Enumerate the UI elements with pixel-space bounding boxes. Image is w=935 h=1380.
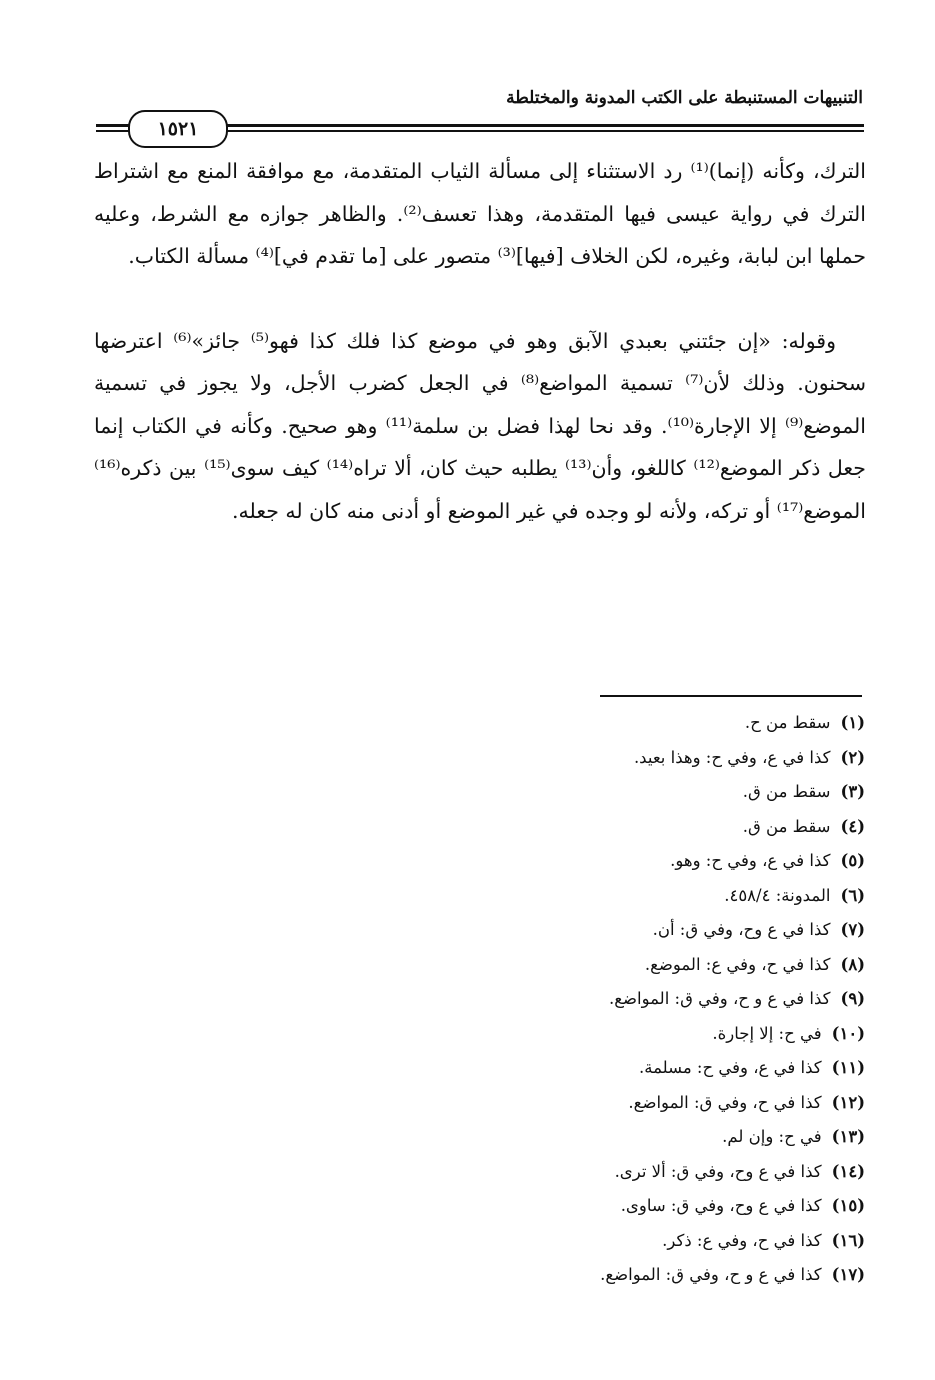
footnote-item bbox=[165, 1120, 865, 1155]
footnote-text: كذا في ع و ح، وفي ق: المواضع. bbox=[600, 1265, 822, 1284]
footnote-text: كذا في ع وح، وفي ق: أن. bbox=[652, 920, 831, 939]
footnote-text: في ح: إلا إجارة. bbox=[712, 1023, 822, 1043]
footnote-item bbox=[165, 1155, 865, 1190]
footnote-text: كذا في ع و ح، وفي ق: المواضع. bbox=[608, 989, 831, 1008]
footnote-text: كذا في ح، وفي ع: الموضع. bbox=[644, 954, 831, 974]
footnote-item bbox=[165, 1086, 865, 1121]
footnote-number: (٣) bbox=[840, 782, 865, 801]
footnote-text: كذا في ح، وفي ع: ذكر. bbox=[662, 1230, 822, 1250]
footnote-text: كذا في ع، وفي ح: وهذا بعيد. bbox=[633, 747, 831, 767]
footnote-text: في ح: وإن لم. bbox=[722, 1127, 822, 1146]
footnote-item bbox=[165, 741, 865, 776]
footnote-number: (١) bbox=[840, 713, 865, 732]
footnote-item bbox=[165, 1017, 865, 1052]
page-number-badge: ١٥٢١ bbox=[128, 110, 228, 148]
footnote-number: (١٢) bbox=[831, 1092, 865, 1112]
footnote-number: (٥) bbox=[840, 851, 865, 870]
footnote-number: (١٦) bbox=[831, 1230, 865, 1250]
footnote-text: كذا في ع وح، وفي ق: ألا ترى. bbox=[614, 1161, 822, 1181]
footnote-number: (٧) bbox=[840, 920, 865, 939]
footnote-text: كذا في ع، وفي ح: وهو. bbox=[670, 851, 831, 870]
footnote-separator bbox=[600, 695, 862, 697]
footnote-item bbox=[165, 879, 865, 914]
footnote-number: (١٠) bbox=[831, 1023, 865, 1043]
footnote-text: المدونة: ٤٥٨/٤. bbox=[724, 885, 831, 905]
footnote-text: كذا في ح، وفي ق: المواضع. bbox=[628, 1092, 822, 1112]
running-head-title: التنبيهات المستنبطة على الكتب المدونة والمختلطة bbox=[506, 88, 863, 108]
footnote-number: (١١) bbox=[831, 1058, 865, 1077]
footnote-text: كذا في ع، وفي ح: مسلمة. bbox=[639, 1058, 822, 1077]
footnote-text: كذا في ع وح، وفي ق: ساوى. bbox=[620, 1196, 822, 1215]
footnote-item bbox=[165, 706, 865, 741]
footnote-item bbox=[165, 775, 865, 810]
main-text bbox=[94, 150, 866, 532]
footnote-number: (٢) bbox=[840, 747, 865, 767]
footnote-item bbox=[165, 913, 865, 948]
footnote-text: سقط من ق. bbox=[742, 816, 831, 836]
footnote-item bbox=[165, 982, 865, 1017]
footnote-number: (١٥) bbox=[831, 1196, 865, 1215]
footnote-number: (٩) bbox=[840, 989, 865, 1008]
footnote-item bbox=[165, 1189, 865, 1224]
paragraph: الترك، وكأنه (إنما)⁽¹⁾ رد الاستثناء إلى مسألة الثياب المتقدمة، مع موافقة المنع مع اشتراط الترك في رواية عيسى فيها المتقدمة، وهذا تعسف⁽²⁾. والظاهر جوازه مع الشرط، وعليه حملها ابن لبابة، وغيره، لكن الخلاف [فيها]⁽³⁾ متصور على [ما تقدم في]⁽⁴⁾ مسألة الكتاب. bbox=[94, 159, 867, 268]
paragraph: وقوله: «إن جئتني بعبدي الآبق وهو في موضع كذا فلك كذا فهو⁽⁵⁾ جائز»⁽⁶⁾ اعترضها سحنون. وذلك لأن⁽⁷⁾ تسمية المواضع⁽⁸⁾ في الجعل كضرب الأجل، ولا يجوز في تسمية الموضع⁽⁹⁾ إلا الإجارة⁽¹⁰⁾. وقد نحا لهذا فضل بن سلمة⁽¹¹⁾ وهو صحيح. وكأنه في الكتاب إنما جعل ذكر الموضع⁽¹²⁾ كاللغو، وأن⁽¹³⁾ يطلبه حيث كان، ألا تراه⁽¹⁴⁾ كيف سوى⁽¹⁵⁾ بين ذكره⁽¹⁶⁾ الموضع⁽¹⁷⁾ أو تركه، ولأنه لو وجده في غير الموضع أو أدنى منه كان له جعله. bbox=[94, 328, 866, 523]
footnote-item bbox=[165, 948, 865, 983]
footnote-number: (٦) bbox=[840, 885, 865, 905]
footnote-number: (٤) bbox=[840, 816, 865, 836]
footnote-text: سقط من ح. bbox=[744, 713, 831, 732]
footnote-number: (١٤) bbox=[831, 1161, 865, 1181]
footnote-item bbox=[165, 810, 865, 845]
footnote-number: (١٣) bbox=[831, 1127, 865, 1146]
footnote-item bbox=[165, 1224, 865, 1259]
footnote-number: (١٧) bbox=[831, 1265, 865, 1284]
footnote-text: سقط من ق. bbox=[742, 782, 831, 801]
footnote-item bbox=[165, 844, 865, 879]
footnotes-list bbox=[165, 706, 865, 1293]
footnote-item bbox=[165, 1258, 865, 1293]
footnote-item bbox=[165, 1051, 865, 1086]
footnote-number: (٨) bbox=[840, 954, 865, 974]
